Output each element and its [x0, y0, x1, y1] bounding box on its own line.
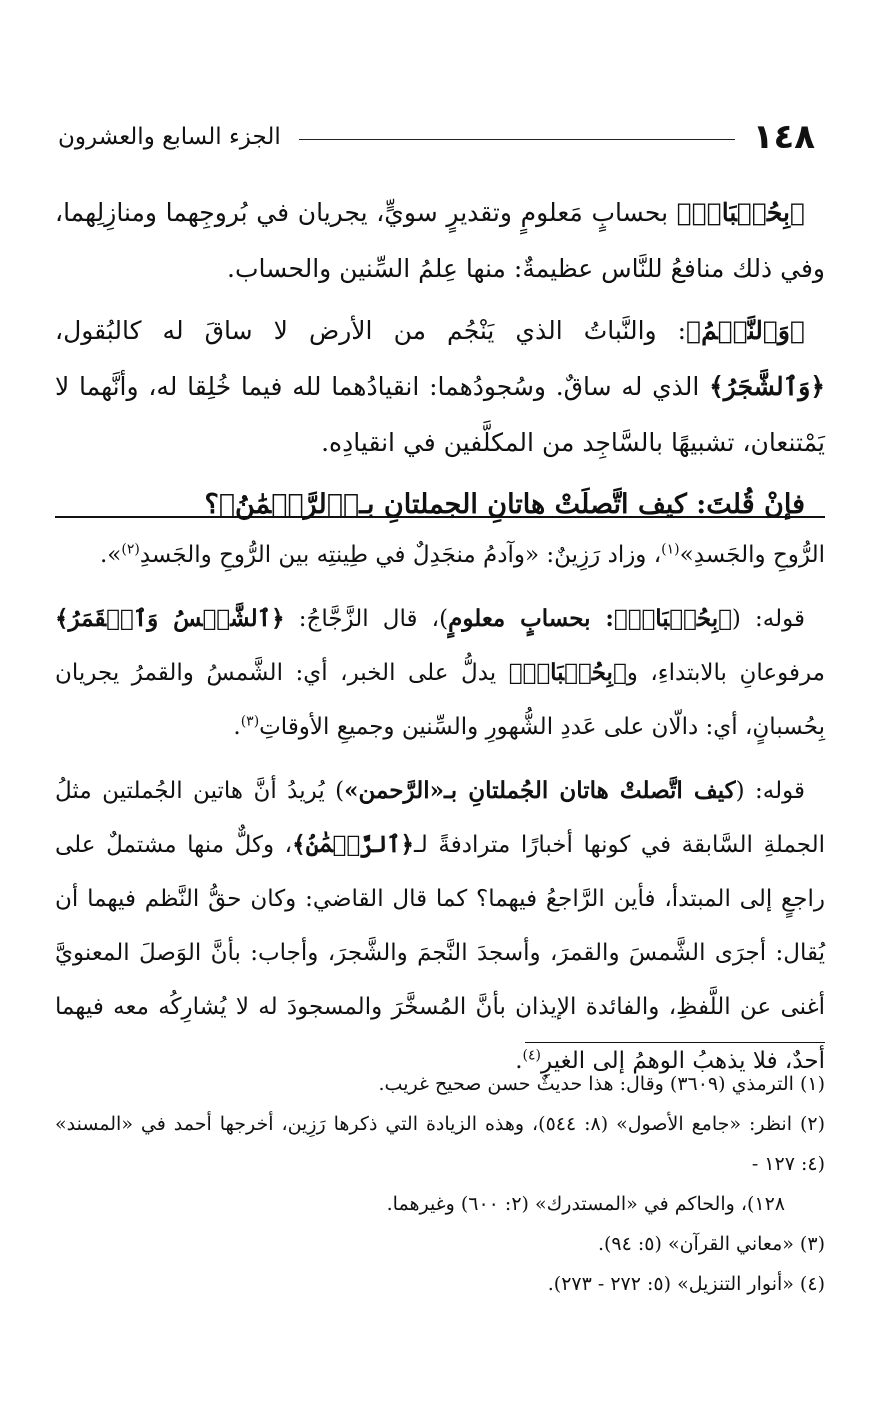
main-text [55, 185, 825, 533]
commentary-text: )، قال الزَّجَّاجُ: [284, 606, 449, 632]
quran-quote: ﴿ٱلشَّمۡسُ وَٱلۡقَمَرُ﴾ [55, 605, 285, 632]
commentary-text: ) يُريدُ أنَّ هاتين الجُملتين مثلُ الجملةِ السَّابقة في كونها أخبارًا مترادفةً لـ [55, 778, 826, 858]
quran-quote: ﴿بِحُسۡبَانٖ﴾ [508, 659, 627, 686]
commentary-text: مرفوعانِ بالابتداءِ، و [626, 660, 825, 686]
footnote-4: (٤) «أنوار التنزيل» (٥: ٢٧٢ - ٢٧٣). [547, 1273, 825, 1295]
commentary-text: . [233, 714, 241, 740]
bold-text: كيف اتَّصلتْ هاتان الجُملتانِ بـ«الرَّحمن» [344, 777, 736, 804]
commentary-text: يدلُّ على الخبر، أي: الشَّمسُ والقمرُ يجريان بِحُسبانٍ، أي: دالّان على عَددِ الشُّهورِ والسِّنين وجميعِ الأوقاتِ [55, 660, 825, 740]
commentary-section [55, 528, 825, 1098]
commentary-text: ، وكلٌّ منها مشتملٌ على راجعٍ إلى المبتدأ، فأين الرَّاجعُ فيهما؟ كما قال القاضي: وكان حقُّ النَّظم فيهما أن يُقال: أجرَى الشَّمسَ والقمرَ، وأسجدَ النَّجمَ والشَّجرَ، وأجاب: بأنَّ الوَصلَ المعنويَّ أغنى عن اللَّفظِ، والفائدة الإيذان بأنَّ المُسخَّرَ والمسجودَ له لا يُشارِكُه معه فيهما أحدٌ، فلا يذهبُ الوهمُ إلى الغيرِ [55, 832, 826, 1074]
footnote-ref[interactable]: (١) [661, 541, 680, 558]
commentary-paragraph-3 [55, 764, 825, 1088]
commentary-paragraph-1 [55, 528, 825, 582]
quran-quote: ﴿وَٱلنَّجۡمُ﴾ [686, 316, 805, 345]
commentary-text: ، وزاد رَزِينٌ: «وآدمُ منجَدِلٌ في طِينتِه بين الرُّوحِ والجَسدِ [139, 542, 662, 568]
commentary-text: قوله: ( [731, 606, 806, 632]
quran-quote: ﴿بِحُسۡبَانٖ﴾ [676, 198, 806, 227]
commentary-text: قوله: ( [735, 778, 805, 804]
paragraph-text: الذي له ساقٌ. وسُجودُهما: انقيادُهما لله فيما خُلِقا له، وأنَّهما لا يَمْتنعان، تشبيهًا بالسَّاجِد من المكلَّفين في انقيادِه. [55, 372, 825, 457]
footnote-2-continuation: ١٢٨)، والحاكم في «المستدرك» (٢: ٦٠٠) وغيرهما. [386, 1193, 785, 1215]
header-rule [299, 139, 735, 140]
question-mark: ؟ [204, 489, 219, 520]
question-line [55, 477, 825, 533]
quran-quote: ﴿وَٱلشَّجَرُ﴾ [709, 372, 825, 401]
footnote-1: (١) الترمذي (٣٦٠٩) وقال: هذا حديثٌ حسن صحيح غريب. [378, 1073, 825, 1095]
main-paragraph-1 [55, 185, 825, 297]
commentary-text: الرُّوحِ والجَسدِ» [679, 542, 825, 568]
main-paragraph-2 [55, 303, 825, 471]
quran-quote: ﴿ٱلرَّحۡمَٰنُ﴾ [218, 489, 360, 520]
quran-quote: ﴿بِحُسۡبَانٖ﴾ [613, 605, 732, 632]
commentary-text: . [515, 1048, 523, 1074]
quran-quote: ﴿ٱلرَّحۡمَٰنُ﴾ [292, 831, 415, 858]
page-header [58, 112, 815, 162]
section-separator [55, 516, 825, 518]
commentary-text: ». [99, 542, 122, 568]
footnote-ref[interactable]: (٣) [240, 713, 260, 730]
bold-text: : بحسابٍ معلومٍ [448, 605, 614, 632]
footnote-rule [525, 1042, 825, 1043]
commentary-paragraph-2 [55, 592, 825, 754]
footnote-2: (٢) انظر: «جامع الأصول» (٨: ٥٤٤)، وهذه الزيادة التي ذكرها رَزِين، أخرجها أحمد في «المسند» (٤: ١٢٧ - [55, 1113, 825, 1175]
question-text: فإنْ قُلتَ: كيف اتَّصلَتْ هاتانِ الجملتانِ بـ [359, 489, 805, 520]
paragraph-text: بحسابٍ مَعلومٍ وتقديرٍ سويٍّ، يجريان في بُروجِهما ومنازِلِهما، وفي ذلك منافعُ للنَّاس عظيمةٌ: منها عِلمُ السِّنين والحساب. [55, 198, 825, 283]
footnotes-section [55, 1064, 825, 1304]
running-title: الجزء السابع والعشرون [58, 124, 281, 150]
footnote-ref[interactable]: (٤) [522, 1047, 542, 1064]
footnote-ref[interactable]: (٢) [121, 541, 140, 558]
paragraph-text: : والنَّباتُ الذي يَنْجُم من الأرض لا ساقَ له كالبُقول، [55, 316, 687, 345]
footnote-3: (٣) «معاني القرآن» (٥: ٩٤). [597, 1233, 825, 1255]
page-number: ١٤٨ [752, 117, 815, 157]
